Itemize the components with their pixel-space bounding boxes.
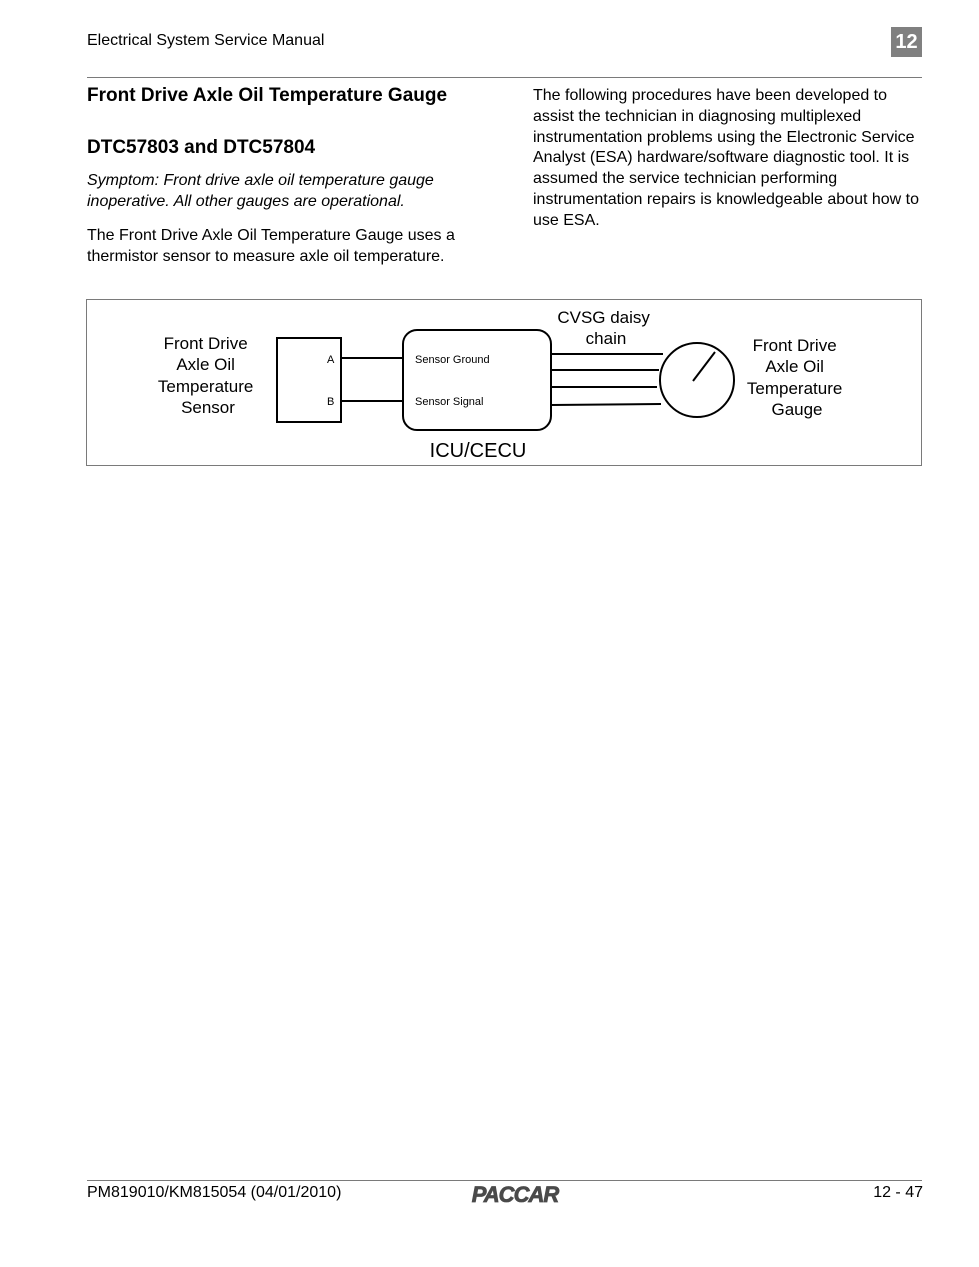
sensor-signal-label: Sensor Signal [415,396,484,408]
sensor-label-line: Front Drive [163,334,248,353]
gauge-dial [660,343,734,417]
sensor-label [158,334,258,417]
symptom-text: Symptom: Front drive axle oil temperature gauge inoperative. All other gauges are operational. [87,172,434,210]
sensor-label-line: Sensor [181,398,235,417]
chapter-badge: 12 [891,27,922,57]
pin-a-label: A [327,354,335,366]
cvsg-label-line: chain [585,329,627,348]
header-title: Electrical System Service Manual [87,32,325,49]
gauge-label-line: Gauge [771,400,823,419]
paccar-logo [462,1183,568,1210]
document-number: PM819010/KM815054 (04/01/2010) [87,1184,342,1201]
gauge-label-line: Front Drive [752,336,837,355]
section-title: Front Drive Axle Oil Temperature Gauge [87,85,448,106]
sensor-box [277,338,341,422]
sensor-label-line: Temperature [157,377,254,396]
ecu-label: ICU/CECU [429,440,527,462]
gauge-label [747,336,847,419]
dtc-title: DTC57803 and DTC57804 [87,137,316,158]
left-column [87,85,507,267]
cvsg-label-line: CVSG daisy [557,308,650,327]
cvsg-wire [551,404,661,405]
body-text: The Front Drive Axle Oil Temperature Gauge uses a thermistor sensor to measure axle oil temperature. [87,227,455,265]
ecu-box [403,330,551,430]
paccar-logo-text: PACCAR [471,1183,559,1205]
page-number: 12 - 47 [873,1184,923,1201]
sensor-ground-label: Sensor Ground [415,354,490,366]
wiring-diagram [86,299,922,466]
sensor-label-line: Axle Oil [176,355,235,374]
gauge-label-line: Axle Oil [765,357,824,376]
cvsg-label [557,308,654,348]
gauge-label-line: Temperature [746,379,843,398]
footer-divider [87,1180,922,1181]
pin-b-label: B [327,396,335,408]
intro-paragraph: The following procedures have been developed to assist the technician in diagnosing multiplexed instrumentation problems using the Electronic Service Analyst (ESA) hardware/software diagnostic tool. It is assumed the service technician performing instrumentation repairs is knowledgeable about how to use ESA. [533,87,920,229]
header-divider [87,77,922,78]
